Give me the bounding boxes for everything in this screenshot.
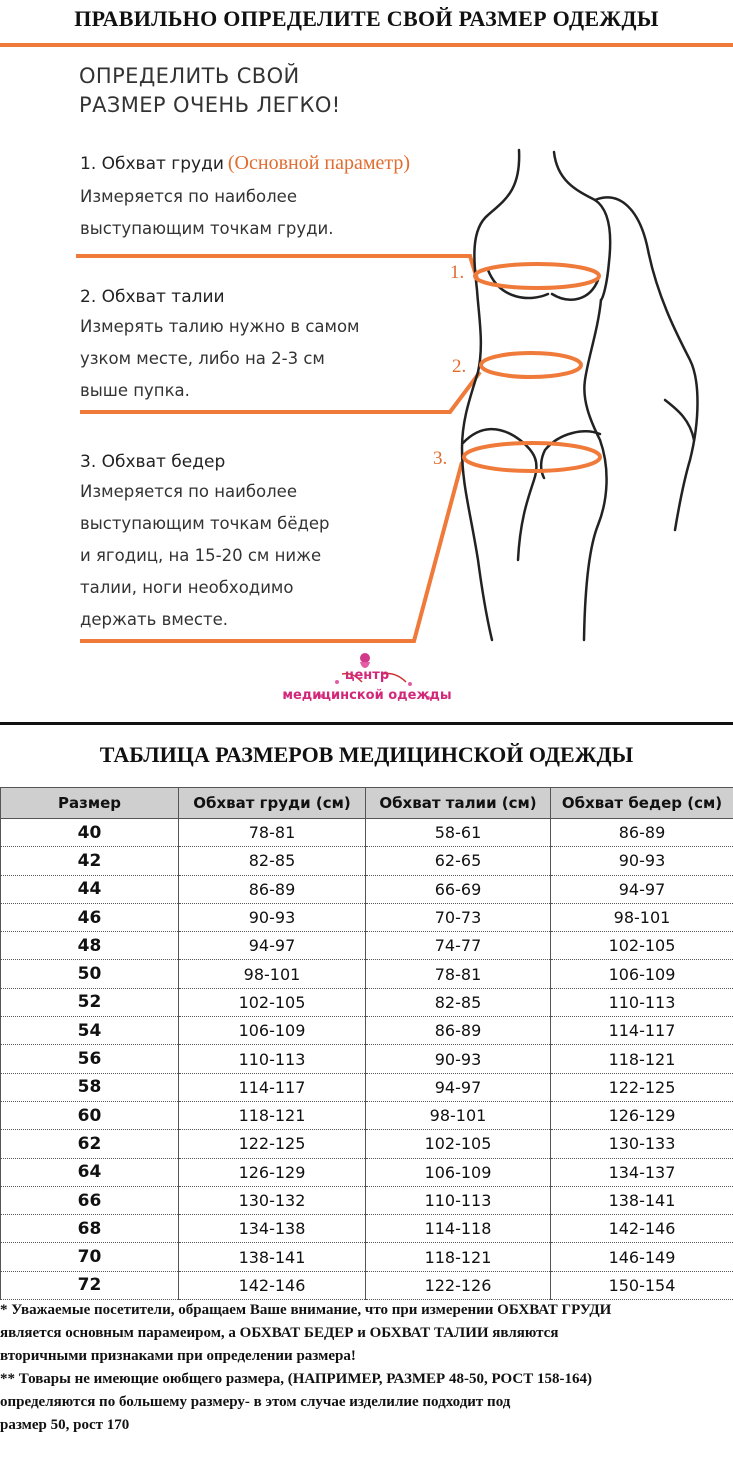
cell-waist: 110-113 xyxy=(366,1186,551,1214)
table-row xyxy=(1,847,733,875)
table-row xyxy=(1,1130,733,1158)
table-title: ТАБЛИЦА РАЗМЕРОВ МЕДИЦИНСКОЙ ОДЕЖДЫ xyxy=(99,742,634,767)
column-header-size: Размер xyxy=(1,788,179,819)
column-header-chest: Обхват груди (см) xyxy=(179,788,366,819)
cell-size: 50 xyxy=(1,960,179,988)
cell-chest: 106-109 xyxy=(179,1017,366,1045)
cell-waist: 82-85 xyxy=(366,988,551,1016)
footnote-line: вторичными признаками при определении размера! xyxy=(0,1348,356,1364)
chest-measure-ring xyxy=(475,264,599,288)
figure-marker-3: 3. xyxy=(433,448,448,469)
table-row xyxy=(1,875,733,903)
cell-waist: 106-109 xyxy=(366,1158,551,1186)
table-row xyxy=(1,1243,733,1271)
column-header-waist: Обхват талии (см) xyxy=(366,788,551,819)
chest-desc-line: Измеряется по наиболее xyxy=(80,187,297,206)
cell-chest: 114-117 xyxy=(179,1073,366,1101)
cell-hips: 134-137 xyxy=(551,1158,733,1186)
cell-chest: 134-138 xyxy=(179,1215,366,1243)
cell-chest: 98-101 xyxy=(179,960,366,988)
cell-chest: 130-132 xyxy=(179,1186,366,1214)
section-divider xyxy=(0,722,733,725)
cell-hips: 138-141 xyxy=(551,1186,733,1214)
cell-size: 44 xyxy=(1,875,179,903)
intro-line-1: ОПРЕДЕЛИТЬ СВОЙ xyxy=(79,64,300,88)
cell-chest: 122-125 xyxy=(179,1130,366,1158)
footnote-line: * Уважаемые посетители, обращаем Ваше внимание, что при измерении ОБХВАТ ГРУДИ xyxy=(0,1302,612,1318)
cell-hips: 122-125 xyxy=(551,1073,733,1101)
cell-waist: 78-81 xyxy=(366,960,551,988)
cell-hips: 118-121 xyxy=(551,1045,733,1073)
cell-hips: 110-113 xyxy=(551,988,733,1016)
chest-title-text: 1. Обхват груди xyxy=(80,154,224,174)
cell-hips: 90-93 xyxy=(551,847,733,875)
cell-chest: 94-97 xyxy=(179,932,366,960)
cell-hips: 114-117 xyxy=(551,1017,733,1045)
table-row xyxy=(1,1073,733,1101)
table-row xyxy=(1,903,733,931)
body-outline xyxy=(462,150,698,640)
cell-chest: 78-81 xyxy=(179,819,366,847)
cell-size: 54 xyxy=(1,1017,179,1045)
cell-chest: 126-129 xyxy=(179,1158,366,1186)
page-header-title: ПРАВИЛЬНО ОПРЕДЕЛИТЕ СВОЙ РАЗМЕР ОДЕЖДЫ xyxy=(74,6,659,31)
cell-hips: 142-146 xyxy=(551,1215,733,1243)
table-row xyxy=(1,819,733,847)
cell-hips: 98-101 xyxy=(551,903,733,931)
hips-title: 3. Обхват бедер xyxy=(80,452,226,472)
table-row xyxy=(1,932,733,960)
cell-hips: 102-105 xyxy=(551,932,733,960)
cell-chest: 90-93 xyxy=(179,903,366,931)
cell-hips: 126-129 xyxy=(551,1101,733,1129)
table-row xyxy=(1,988,733,1016)
footnote-line: является основным парамеиром, а ОБХВАТ БЕДЕР и ОБХВАТ ТАЛИИ являются xyxy=(0,1325,559,1341)
table-row xyxy=(1,1158,733,1186)
cell-size: 40 xyxy=(1,819,179,847)
body-figure-illustration xyxy=(0,140,733,650)
cell-size: 64 xyxy=(1,1158,179,1186)
hips-measure-ring xyxy=(464,443,600,471)
cell-size: 60 xyxy=(1,1101,179,1129)
cell-chest: 142-146 xyxy=(179,1271,366,1299)
cell-waist: 86-89 xyxy=(366,1017,551,1045)
cell-hips: 130-133 xyxy=(551,1130,733,1158)
cell-size: 70 xyxy=(1,1243,179,1271)
intro-line-2: РАЗМЕР ОЧЕНЬ ЛЕГКО! xyxy=(79,93,341,117)
cell-size: 68 xyxy=(1,1215,179,1243)
footnote-line: размер 50, рост 170 xyxy=(0,1417,130,1433)
hips-desc-line: держать вместе. xyxy=(80,610,228,629)
footnotes xyxy=(0,1299,733,1437)
hips-desc-line: выступающим точкам бёдер xyxy=(80,514,330,533)
cell-chest: 110-113 xyxy=(179,1045,366,1073)
cell-hips: 106-109 xyxy=(551,960,733,988)
header-divider xyxy=(0,43,733,47)
cell-size: 42 xyxy=(1,847,179,875)
table-row xyxy=(1,1271,733,1299)
cell-size: 48 xyxy=(1,932,179,960)
main-parameter-note: (Основной параметр) xyxy=(227,152,411,174)
cell-size: 46 xyxy=(1,903,179,931)
hips-desc-line: Измеряется по наиболее xyxy=(80,482,297,501)
waist-desc-line: Измерять талию нужно в самом xyxy=(80,317,360,336)
cell-hips: 150-154 xyxy=(551,1271,733,1299)
cell-chest: 138-141 xyxy=(179,1243,366,1271)
cell-chest: 118-121 xyxy=(179,1101,366,1129)
cell-waist: 70-73 xyxy=(366,903,551,931)
hips-desc-line: талии, ноги необходимо xyxy=(80,578,294,597)
cell-chest: 102-105 xyxy=(179,988,366,1016)
chest-leader-line xyxy=(76,256,478,282)
table-row xyxy=(1,1186,733,1214)
hips-leader-line xyxy=(80,462,462,641)
cell-waist: 90-93 xyxy=(366,1045,551,1073)
cell-chest: 86-89 xyxy=(179,875,366,903)
waist-measure-ring xyxy=(481,353,581,377)
cell-hips: 86-89 xyxy=(551,819,733,847)
logo-text-line-1: центр xyxy=(344,668,390,683)
figure-marker-2: 2. xyxy=(452,356,467,377)
cell-waist: 58-61 xyxy=(366,819,551,847)
cell-waist: 94-97 xyxy=(366,1073,551,1101)
cell-waist: 118-121 xyxy=(366,1243,551,1271)
cell-hips: 94-97 xyxy=(551,875,733,903)
cell-size: 72 xyxy=(1,1271,179,1299)
footnote-line: определяются по большему размеру- в этом случае изделилие подходит под xyxy=(0,1394,511,1410)
cell-size: 62 xyxy=(1,1130,179,1158)
table-row xyxy=(1,1045,733,1073)
intro-heading xyxy=(79,62,341,120)
hips-desc-line: и ягодиц, на 15-20 см ниже xyxy=(80,546,322,565)
waist-desc-line: выше пупка. xyxy=(80,381,190,400)
table-row xyxy=(1,1101,733,1129)
column-header-hips: Обхват бедер (см) xyxy=(551,788,733,819)
chest-desc-line: выступающим точкам груди. xyxy=(80,219,334,238)
footnote-line: ** Товары не имеющие оюбщего размера, (НАПРИМЕР, РАЗМЕР 48-50, РОСТ 158-164) xyxy=(0,1371,592,1387)
brand-logo xyxy=(282,652,452,714)
logo-graphic xyxy=(282,652,452,714)
cell-hips: 146-149 xyxy=(551,1243,733,1271)
cell-size: 52 xyxy=(1,988,179,1016)
cell-size: 66 xyxy=(1,1186,179,1214)
logo-text-line-2: медицинской одежды xyxy=(282,688,452,703)
cell-size: 58 xyxy=(1,1073,179,1101)
cell-waist: 62-65 xyxy=(366,847,551,875)
table-row xyxy=(1,1215,733,1243)
size-table-body xyxy=(1,819,733,1300)
cell-waist: 74-77 xyxy=(366,932,551,960)
waist-leader-line xyxy=(80,372,480,412)
cell-waist: 122-126 xyxy=(366,1271,551,1299)
table-row xyxy=(1,1017,733,1045)
waist-title: 2. Обхват талии xyxy=(80,287,225,307)
cell-waist: 114-118 xyxy=(366,1215,551,1243)
cell-waist: 66-69 xyxy=(366,875,551,903)
cell-waist: 102-105 xyxy=(366,1130,551,1158)
table-row xyxy=(1,960,733,988)
cell-chest: 82-85 xyxy=(179,847,366,875)
figure-marker-1: 1. xyxy=(450,262,465,283)
cell-size: 56 xyxy=(1,1045,179,1073)
waist-desc-line: узком месте, либо на 2-3 см xyxy=(80,349,325,368)
table-header-row xyxy=(1,788,733,819)
cell-waist: 98-101 xyxy=(366,1101,551,1129)
size-table xyxy=(0,787,733,1300)
